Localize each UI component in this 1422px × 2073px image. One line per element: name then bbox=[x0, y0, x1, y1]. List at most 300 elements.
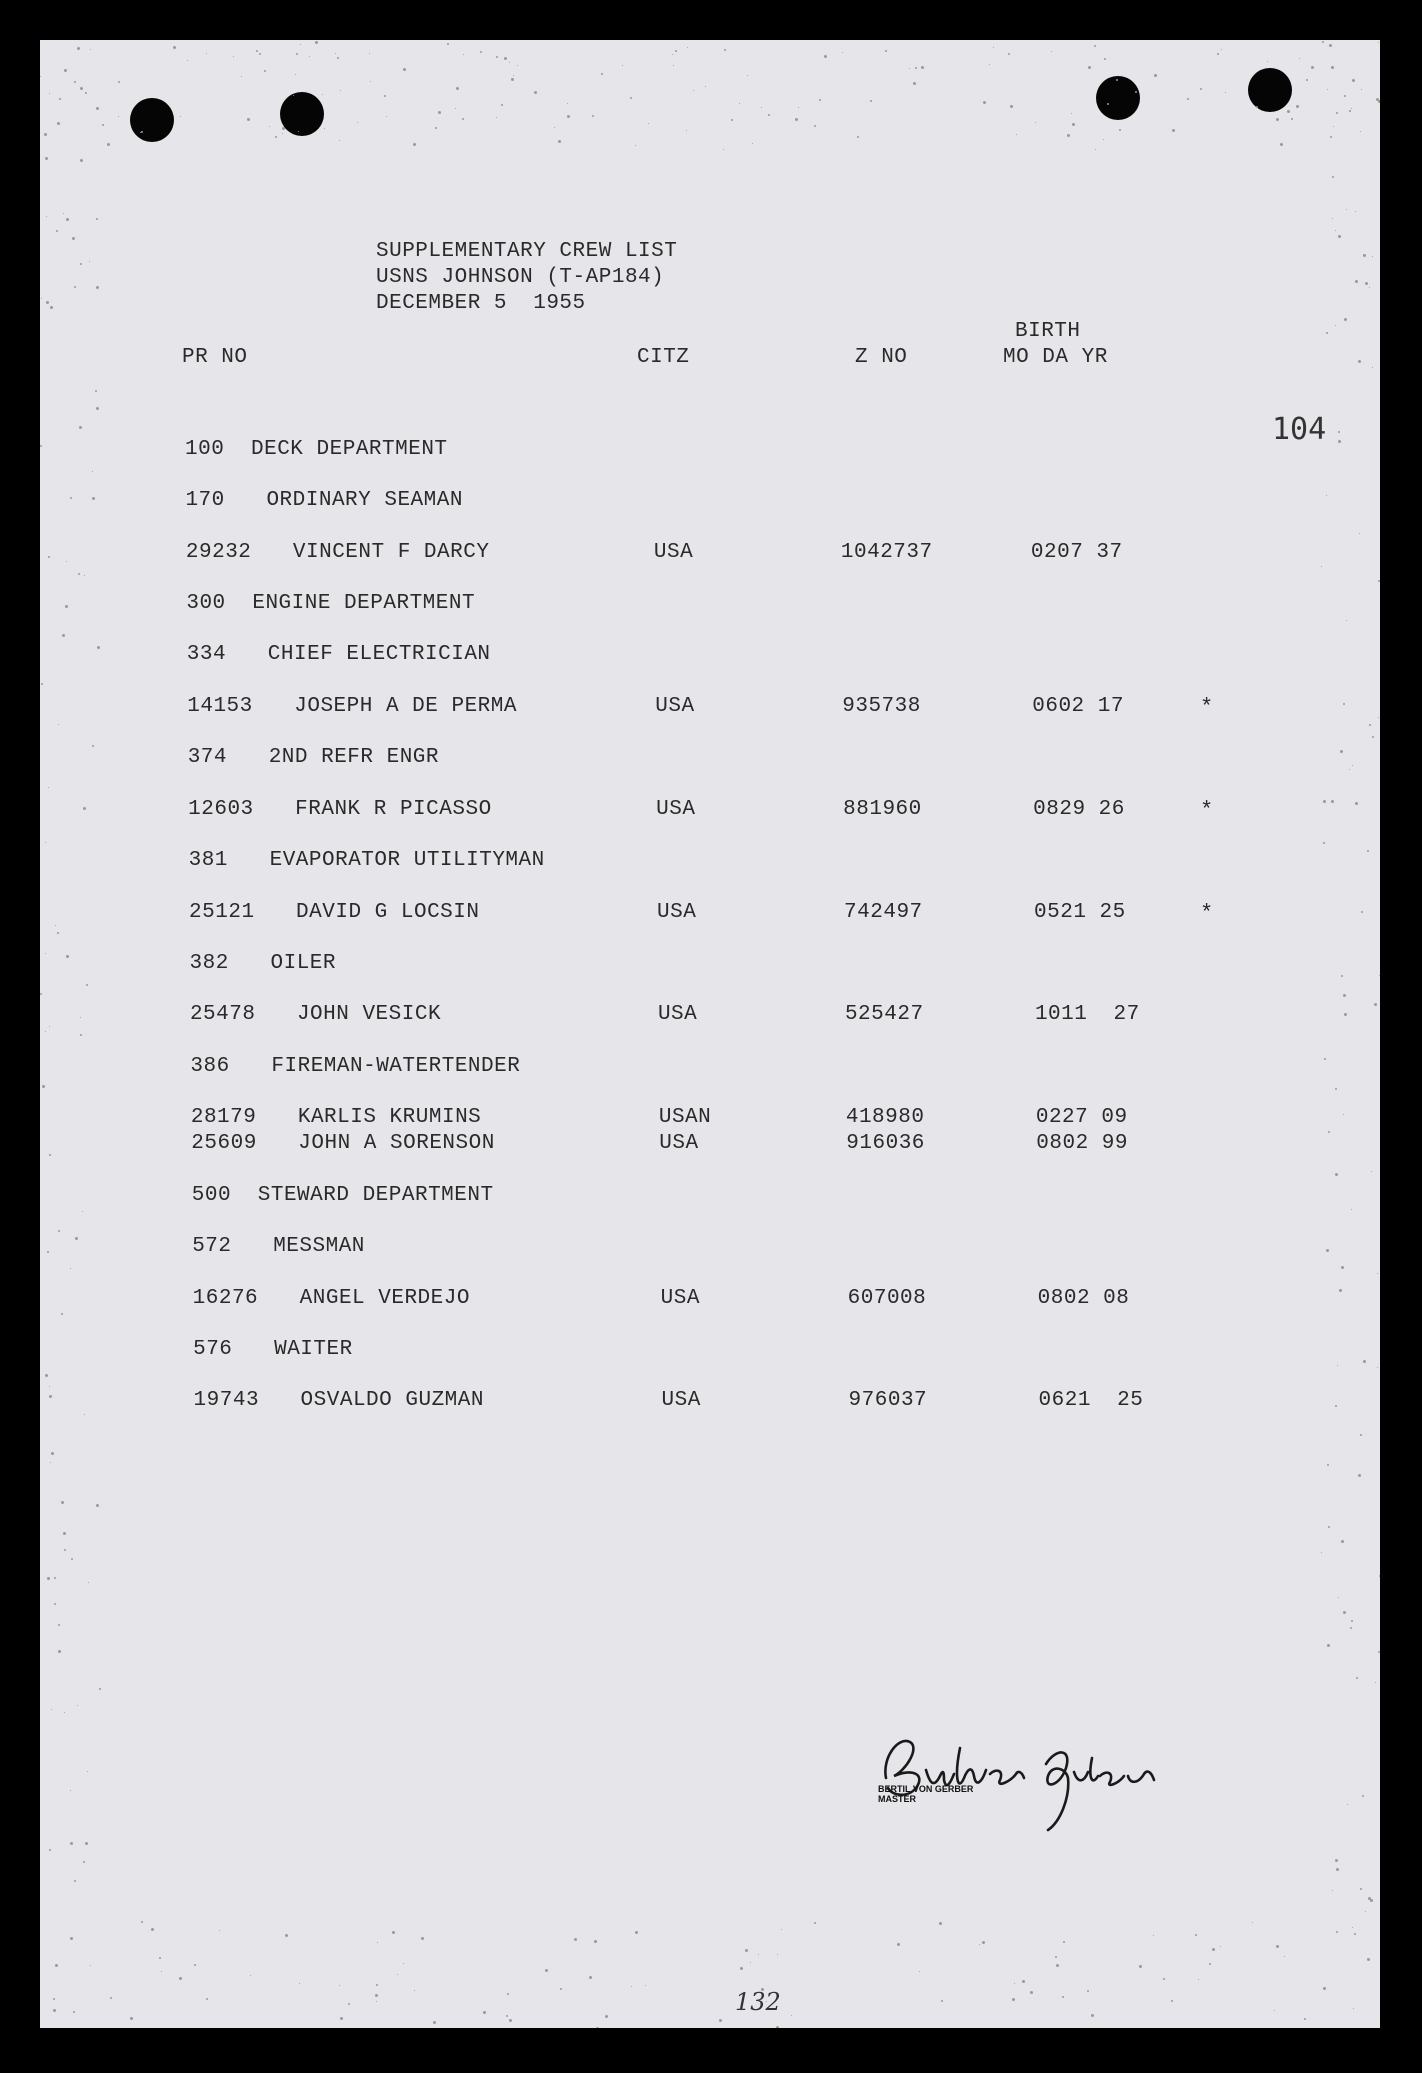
paper-speck bbox=[1377, 1273, 1378, 1274]
paper-speck bbox=[90, 49, 91, 50]
paper-speck bbox=[1276, 1945, 1279, 1948]
crew-name: JOHN A SORENSON bbox=[298, 1132, 495, 1155]
paper-speck bbox=[269, 126, 270, 127]
paper-speck bbox=[53, 2009, 56, 2012]
crew-birth-date: 0227 09 bbox=[1035, 1106, 1128, 1129]
paper-speck bbox=[1338, 440, 1341, 443]
paper-speck bbox=[1349, 769, 1350, 770]
crew-pr-number: 12603 bbox=[188, 798, 254, 821]
paper-speck bbox=[42, 1085, 45, 1088]
paper-speck bbox=[1299, 58, 1300, 59]
paper-speck bbox=[118, 116, 119, 117]
paper-speck bbox=[1335, 1173, 1338, 1176]
paper-speck bbox=[83, 1861, 85, 1863]
paper-speck bbox=[1104, 58, 1106, 60]
crew-z-number: 525427 bbox=[844, 1003, 924, 1026]
paper-speck bbox=[95, 390, 97, 392]
paper-speck bbox=[1321, 566, 1322, 567]
paper-speck bbox=[1331, 66, 1334, 69]
paper-speck bbox=[90, 1965, 91, 1966]
paper-speck bbox=[1276, 118, 1279, 121]
paper-speck bbox=[740, 1967, 743, 1970]
paper-speck bbox=[1346, 620, 1347, 621]
paper-speck bbox=[66, 561, 67, 562]
paper-speck bbox=[1372, 256, 1373, 257]
paper-speck bbox=[161, 1971, 162, 1972]
paper-speck bbox=[1304, 2018, 1306, 2020]
paper-speck bbox=[509, 62, 510, 63]
crew-name: VINCENT F DARCY bbox=[292, 541, 490, 564]
paper-speck bbox=[870, 100, 872, 102]
paper-speck bbox=[413, 143, 416, 146]
paper-speck bbox=[1367, 850, 1369, 852]
paper-speck bbox=[88, 1582, 89, 1583]
paper-speck bbox=[77, 47, 80, 50]
paper-speck bbox=[85, 92, 87, 94]
paper-speck bbox=[335, 53, 336, 54]
paper-speck bbox=[758, 1954, 759, 1955]
paper-speck bbox=[1343, 703, 1345, 705]
paper-speck bbox=[693, 90, 694, 91]
paper-speck bbox=[1372, 367, 1373, 368]
paper-speck bbox=[309, 56, 310, 57]
paper-speck bbox=[80, 159, 83, 162]
paper-speck bbox=[1311, 66, 1314, 69]
paper-speck bbox=[58, 1650, 61, 1653]
paper-speck bbox=[285, 1934, 288, 1937]
paper-speck bbox=[1209, 1963, 1211, 1965]
paper-speck bbox=[194, 1964, 196, 1966]
crew-citizenship: USA bbox=[655, 695, 695, 718]
paper-speck bbox=[47, 1251, 49, 1253]
paper-speck bbox=[1351, 1620, 1353, 1622]
paper-speck bbox=[509, 2019, 512, 2022]
paper-speck bbox=[989, 64, 990, 65]
paper-speck bbox=[89, 261, 90, 262]
paper-speck bbox=[80, 1034, 82, 1036]
paper-speck bbox=[913, 82, 916, 85]
paper-speck bbox=[296, 53, 298, 55]
rating-code: 334 bbox=[186, 643, 227, 666]
paper-speck bbox=[750, 1962, 751, 1963]
paper-speck bbox=[673, 65, 674, 66]
paper-speck bbox=[1335, 1088, 1337, 1090]
asterisk-mark: * bbox=[1200, 901, 1214, 926]
paper-speck bbox=[61, 1313, 63, 1315]
crew-birth-date: 1011 27 bbox=[1034, 1003, 1140, 1026]
paper-speck bbox=[1361, 911, 1363, 913]
paper-speck bbox=[1374, 1003, 1377, 1006]
paper-speck bbox=[370, 81, 371, 82]
paper-speck bbox=[589, 1976, 592, 1979]
paper-speck bbox=[1343, 994, 1346, 997]
paper-speck bbox=[1363, 1360, 1366, 1363]
paper-speck bbox=[1322, 41, 1324, 43]
paper-speck bbox=[1323, 1987, 1326, 1990]
paper-speck bbox=[41, 298, 42, 299]
paper-speck bbox=[745, 1949, 748, 1952]
paper-speck bbox=[45, 1031, 46, 1032]
crew-name: KARLIS KRUMINS bbox=[297, 1106, 482, 1129]
paper-speck bbox=[392, 1931, 395, 1934]
paper-speck bbox=[324, 128, 325, 129]
paper-speck bbox=[483, 2011, 486, 2014]
paper-speck bbox=[299, 1983, 300, 1984]
crew-citizenship: USA bbox=[656, 798, 696, 821]
crew-z-number: 607008 bbox=[847, 1287, 927, 1310]
paper-speck bbox=[66, 218, 69, 221]
paper-speck bbox=[1323, 800, 1326, 803]
paper-speck bbox=[96, 1504, 99, 1507]
paper-speck bbox=[731, 119, 733, 121]
paper-speck bbox=[635, 145, 636, 146]
paper-speck bbox=[53, 1998, 55, 2000]
rating-name: MESSMAN bbox=[273, 1235, 365, 1258]
crew-pr-number: 14153 bbox=[187, 695, 253, 718]
paper-speck bbox=[159, 1957, 161, 1959]
paper-speck bbox=[1344, 95, 1346, 97]
paper-speck bbox=[1339, 1289, 1342, 1292]
paper-speck bbox=[50, 1462, 51, 1463]
column-header-birth-date: MO DA YR bbox=[1003, 346, 1108, 369]
paper-speck bbox=[1327, 1644, 1330, 1647]
paper-speck bbox=[819, 99, 821, 101]
paper-speck bbox=[49, 1154, 51, 1156]
paper-speck bbox=[433, 2021, 436, 2024]
paper-speck bbox=[110, 1997, 112, 1999]
paper-speck bbox=[777, 1954, 778, 1955]
paper-speck bbox=[921, 66, 924, 69]
paper-speck bbox=[97, 646, 100, 649]
paper-speck bbox=[1341, 1266, 1344, 1269]
paper-speck bbox=[795, 118, 798, 121]
rating-code: 576 bbox=[193, 1338, 233, 1361]
paper-speck bbox=[1340, 750, 1343, 753]
paper-speck bbox=[507, 1993, 509, 1995]
paper-speck bbox=[1359, 533, 1360, 534]
rating-code: 382 bbox=[189, 952, 229, 975]
paper-speck bbox=[630, 97, 632, 99]
paper-speck bbox=[622, 65, 623, 66]
paper-speck bbox=[1326, 1249, 1329, 1252]
paper-speck bbox=[1346, 209, 1347, 210]
asterisk-mark: * bbox=[1200, 798, 1214, 823]
paper-speck bbox=[80, 263, 82, 265]
paper-speck bbox=[1008, 53, 1010, 55]
punch-hole bbox=[130, 98, 174, 142]
paper-speck bbox=[84, 1414, 85, 1415]
paper-speck bbox=[403, 1963, 404, 1964]
paper-speck bbox=[74, 81, 76, 83]
department-code: 500 bbox=[191, 1184, 232, 1207]
paper-speck bbox=[57, 932, 59, 934]
rating-name: CHIEF ELECTRICIAN bbox=[267, 643, 491, 666]
paper-speck bbox=[1352, 765, 1353, 766]
paper-speck bbox=[1341, 1540, 1344, 1543]
paper-speck bbox=[1351, 108, 1352, 109]
paper-speck bbox=[49, 1849, 51, 1851]
paper-speck bbox=[1067, 134, 1070, 137]
paper-speck bbox=[605, 2015, 608, 2018]
paper-speck bbox=[1088, 66, 1091, 69]
paper-speck bbox=[259, 53, 261, 55]
paper-speck bbox=[1035, 122, 1036, 123]
crew-citizenship: USA bbox=[660, 1287, 700, 1310]
crew-pr-number: 25609 bbox=[191, 1132, 257, 1155]
paper-speck bbox=[384, 95, 386, 97]
paper-speck bbox=[375, 1994, 378, 1997]
paper-speck bbox=[187, 60, 188, 61]
crew-pr-number: 19743 bbox=[193, 1389, 260, 1412]
paper-speck bbox=[1355, 802, 1358, 805]
crew-name: JOHN VESICK bbox=[296, 1003, 442, 1026]
paper-speck bbox=[496, 117, 497, 118]
paper-speck bbox=[1332, 176, 1334, 178]
paper-speck bbox=[506, 2015, 508, 2017]
column-header-citz: CITZ bbox=[637, 346, 690, 369]
crew-birth-date: 0521 25 bbox=[1034, 901, 1126, 924]
crew-citizenship: USAN bbox=[658, 1106, 712, 1129]
paper-speck bbox=[219, 1930, 220, 1931]
paper-speck bbox=[206, 53, 207, 54]
paper-speck bbox=[102, 124, 104, 126]
paper-speck bbox=[1360, 131, 1361, 132]
paper-speck bbox=[1327, 89, 1328, 90]
paper-speck bbox=[1335, 1405, 1337, 1407]
paper-speck bbox=[1327, 1464, 1329, 1466]
paper-speck bbox=[1056, 1964, 1059, 1967]
paper-speck bbox=[322, 94, 323, 95]
paper-speck bbox=[761, 107, 762, 108]
paper-speck bbox=[1347, 1804, 1348, 1805]
paper-speck bbox=[1333, 126, 1334, 127]
paper-speck bbox=[55, 1964, 58, 1967]
document-date: DECEMBER 5 1955 bbox=[376, 292, 586, 315]
paper-speck bbox=[592, 115, 594, 117]
paper-speck bbox=[51, 1452, 54, 1455]
rating-code: 572 bbox=[192, 1235, 232, 1258]
paper-speck bbox=[71, 1558, 73, 1560]
paper-speck bbox=[1351, 1209, 1352, 1210]
paper-speck bbox=[1171, 2000, 1173, 2002]
paper-speck bbox=[1329, 44, 1332, 47]
paper-speck bbox=[1154, 74, 1157, 77]
paper-speck bbox=[1267, 61, 1268, 62]
paper-speck bbox=[82, 1211, 83, 1212]
paper-speck bbox=[46, 216, 47, 217]
paper-speck bbox=[1012, 1998, 1015, 2001]
paper-speck bbox=[1328, 1526, 1330, 1528]
paper-speck bbox=[50, 306, 53, 309]
paper-speck bbox=[1379, 975, 1380, 976]
paper-speck bbox=[686, 130, 687, 131]
crew-citizenship: USA bbox=[659, 1132, 699, 1155]
paper-speck bbox=[49, 1395, 52, 1398]
punch-hole bbox=[280, 92, 324, 136]
rating-name: EVAPORATOR UTILITYMAN bbox=[269, 849, 545, 872]
paper-speck bbox=[1103, 139, 1104, 140]
paper-speck bbox=[752, 143, 753, 144]
paper-speck bbox=[438, 111, 441, 114]
paper-speck bbox=[1367, 1958, 1370, 1961]
crew-pr-number: 28179 bbox=[190, 1106, 257, 1129]
crew-citizenship: USA bbox=[653, 541, 694, 564]
paper-speck bbox=[78, 573, 80, 575]
paper-speck bbox=[70, 1790, 71, 1791]
paper-speck bbox=[48, 787, 49, 788]
paper-speck bbox=[44, 133, 47, 136]
paper-speck bbox=[1331, 800, 1334, 803]
paper-speck bbox=[1378, 42, 1379, 43]
paper-speck bbox=[993, 47, 994, 48]
crew-birth-date: 0829 26 bbox=[1033, 798, 1125, 821]
paper-speck bbox=[513, 75, 514, 76]
paper-speck bbox=[1375, 1682, 1376, 1683]
paper-speck bbox=[1330, 136, 1332, 138]
paper-speck bbox=[1335, 325, 1336, 326]
paper-speck bbox=[118, 81, 120, 83]
paper-speck bbox=[1369, 724, 1371, 726]
paper-speck bbox=[49, 1386, 50, 1387]
column-header-z-no: Z NO bbox=[855, 346, 908, 369]
paper-speck bbox=[1022, 1980, 1025, 1983]
paper-speck bbox=[1195, 1934, 1197, 1936]
paper-speck bbox=[791, 2015, 792, 2016]
paper-speck bbox=[897, 1943, 900, 1946]
paper-speck bbox=[1225, 92, 1226, 93]
paper-speck bbox=[1153, 1935, 1154, 1936]
paper-speck bbox=[645, 1985, 646, 1986]
paper-speck bbox=[747, 75, 748, 76]
page-number: 104 bbox=[1272, 412, 1327, 447]
paper-speck bbox=[1062, 1996, 1064, 1998]
paper-speck bbox=[1352, 79, 1355, 82]
paper-speck bbox=[1341, 975, 1343, 977]
paper-speck bbox=[1353, 2008, 1354, 2009]
column-header-birth: BIRTH bbox=[1015, 320, 1081, 343]
paper-speck bbox=[462, 118, 464, 120]
paper-speck bbox=[983, 101, 986, 104]
paper-speck bbox=[1071, 113, 1072, 114]
paper-speck bbox=[80, 87, 83, 90]
paper-speck bbox=[96, 407, 99, 410]
paper-speck bbox=[1335, 230, 1336, 231]
paper-speck bbox=[1072, 123, 1075, 126]
paper-speck bbox=[1349, 110, 1351, 112]
paper-speck bbox=[455, 108, 456, 109]
paper-speck bbox=[61, 1501, 64, 1504]
paper-speck bbox=[909, 68, 910, 69]
paper-speck bbox=[49, 1026, 50, 1027]
paper-speck bbox=[1119, 129, 1121, 131]
paper-speck bbox=[1326, 495, 1327, 496]
paper-speck bbox=[982, 1941, 985, 1944]
paper-speck bbox=[1365, 1911, 1366, 1912]
paper-speck bbox=[675, 50, 677, 52]
crew-birth-date: 0802 08 bbox=[1037, 1287, 1130, 1310]
paper-speck bbox=[51, 1709, 52, 1710]
paper-speck bbox=[1139, 1965, 1142, 1968]
paper-speck bbox=[250, 1975, 251, 1976]
paper-speck bbox=[1284, 1956, 1285, 1957]
paper-speck bbox=[567, 115, 570, 118]
paper-speck bbox=[64, 1712, 65, 1713]
paper-speck bbox=[1094, 45, 1096, 47]
crew-z-number: 935738 bbox=[842, 695, 921, 718]
paper-speck bbox=[85, 1842, 88, 1845]
paper-speck bbox=[1324, 1058, 1326, 1060]
crew-name: DAVID G LOCSIN bbox=[296, 901, 480, 924]
paper-speck bbox=[41, 683, 43, 685]
paper-speck bbox=[56, 230, 58, 232]
paper-speck bbox=[672, 54, 673, 55]
paper-speck bbox=[534, 91, 537, 94]
paper-speck bbox=[1135, 91, 1137, 93]
paper-speck bbox=[1378, 717, 1379, 718]
paper-speck bbox=[295, 74, 296, 75]
paper-speck bbox=[885, 50, 887, 52]
signature bbox=[868, 1718, 1208, 1838]
paper-speck bbox=[1187, 98, 1189, 100]
paper-speck bbox=[719, 2019, 722, 2022]
paper-speck bbox=[1378, 580, 1380, 582]
crew-z-number: 418980 bbox=[845, 1106, 925, 1129]
paper-speck bbox=[456, 87, 459, 90]
rating-name: WAITER bbox=[274, 1338, 353, 1361]
paper-speck bbox=[357, 122, 358, 123]
paper-speck bbox=[92, 497, 95, 500]
handwritten-number: 132 bbox=[735, 1988, 781, 2016]
paper-speck bbox=[315, 41, 318, 44]
paper-speck bbox=[339, 1985, 340, 1986]
paper-speck bbox=[814, 125, 816, 127]
department-code: 100 bbox=[185, 438, 225, 461]
paper-speck bbox=[58, 724, 59, 725]
rating-name: OILER bbox=[270, 952, 337, 975]
paper-speck bbox=[377, 1942, 378, 1943]
paper-speck bbox=[1358, 360, 1361, 363]
paper-speck bbox=[1365, 282, 1368, 285]
rating-name: ORDINARY SEAMAN bbox=[266, 489, 463, 512]
paper-speck bbox=[40, 445, 42, 447]
paper-speck bbox=[1360, 1888, 1362, 1890]
paper-speck bbox=[1055, 1956, 1057, 1958]
paper-speck bbox=[558, 140, 561, 143]
paper-speck bbox=[45, 953, 46, 954]
paper-speck bbox=[45, 842, 46, 843]
crew-pr-number: 25121 bbox=[189, 901, 255, 924]
paper-speck bbox=[979, 1944, 980, 1945]
paper-speck bbox=[939, 1922, 942, 1925]
paper-speck bbox=[1107, 103, 1109, 105]
paper-speck bbox=[66, 955, 69, 958]
crew-birth-date: 0621 25 bbox=[1038, 1389, 1144, 1412]
crew-birth-date: 0602 17 bbox=[1032, 695, 1124, 718]
crew-citizenship: USA bbox=[657, 901, 697, 924]
paper-speck bbox=[1016, 134, 1017, 135]
paper-speck bbox=[64, 69, 67, 72]
paper-speck bbox=[1336, 1931, 1338, 1933]
paper-speck bbox=[1163, 1978, 1165, 1980]
paper-speck bbox=[173, 46, 176, 49]
paper-speck bbox=[1200, 88, 1202, 90]
rating-code: 381 bbox=[188, 849, 228, 872]
paper-speck bbox=[511, 78, 514, 81]
paper-speck bbox=[1358, 1474, 1361, 1477]
crew-name: OSVALDO GUZMAN bbox=[300, 1389, 484, 1412]
paper-speck bbox=[386, 116, 387, 117]
paper-speck bbox=[414, 1990, 415, 1991]
